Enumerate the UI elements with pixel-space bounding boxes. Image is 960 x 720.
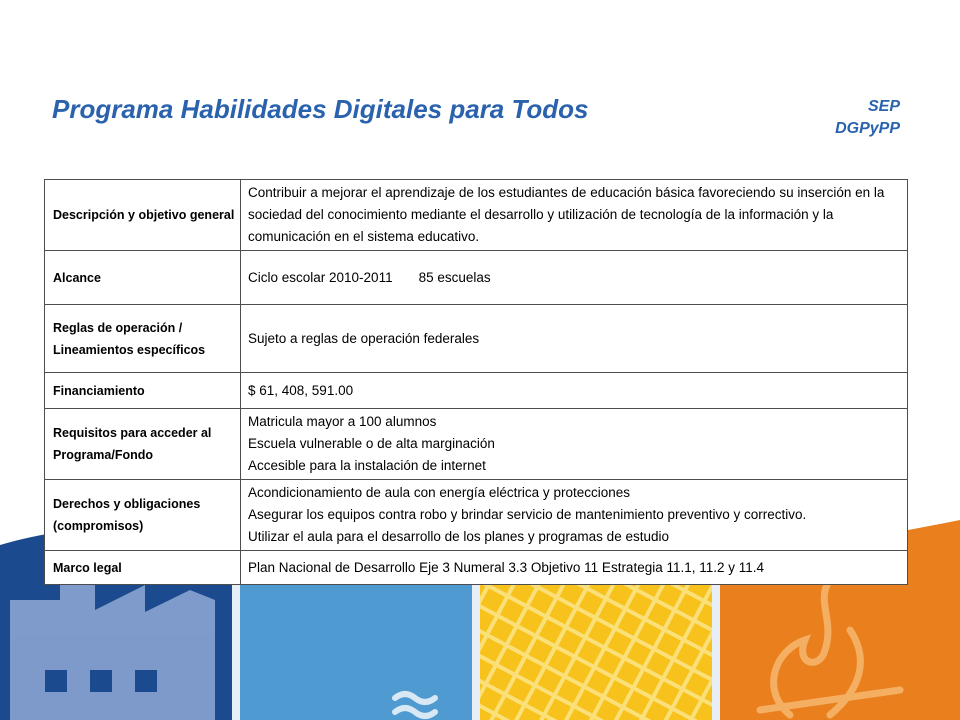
row-label: Reglas de operación / Lineamientos específicos: [45, 305, 241, 373]
row-value-schools: 85 escuelas: [418, 269, 491, 285]
row-value: [241, 251, 908, 305]
obligation-line: Asegurar los equipos contra robo y brindar servicio de mantenimiento preventivo y correctivo.: [248, 507, 807, 522]
obligation-line: Acondicionamiento de aula con energía eléctrica y protecciones: [248, 485, 630, 500]
row-label: Requisitos para acceder al Programa/Fondo: [45, 409, 241, 480]
requirement-line: Matricula mayor a 100 alumnos: [248, 414, 437, 429]
row-label: Marco legal: [45, 551, 241, 585]
requirement-line: Escuela vulnerable o de alta marginación: [248, 436, 495, 451]
row-value: $ 61, 408, 591.00: [241, 373, 908, 409]
row-label: Descripción y objetivo general: [45, 180, 241, 251]
table-row-derechos: [45, 480, 908, 551]
row-label: Derechos y obligaciones (compromisos): [45, 480, 241, 551]
org-line-sep: SEP: [867, 98, 900, 115]
table-row-alcance: [45, 251, 908, 305]
table-row-financiamiento: [45, 373, 908, 409]
row-value: Plan Nacional de Desarrollo Eje 3 Numeral 3.3 Objetivo 11 Estrategia 11.1, 11.2 y 11.4: [241, 551, 908, 585]
page-title: Programa Habilidades Digitales para Todos: [52, 94, 589, 124]
table-row-reglas: [45, 305, 908, 373]
requirement-line: Accesible para la instalación de internet: [248, 458, 486, 473]
table-row-marco-legal: [45, 551, 908, 585]
row-value: [241, 409, 908, 480]
row-value: Contribuir a mejorar el aprendizaje de los estudiantes de educación básica favoreciendo su inserción en la sociedad del conocimiento mediante el desarrollo y utilización de tecnología de la información y la comunicación en el sistema educativo.: [241, 180, 908, 251]
program-info-table: [44, 179, 908, 585]
row-value-cycle: Ciclo escolar 2010-2011: [248, 269, 393, 285]
row-label: Financiamiento: [45, 373, 241, 409]
row-label: Alcance: [45, 251, 241, 305]
obligation-line: Utilizar el aula para el desarrollo de los planes y programas de estudio: [248, 529, 669, 544]
organization-label: [835, 96, 900, 140]
row-value: Sujeto a reglas de operación federales: [241, 305, 908, 373]
row-value: [241, 480, 908, 551]
org-line-dgpypp: DGPyPP: [835, 120, 900, 137]
table-row-requisitos: [45, 409, 908, 480]
table-row-descripcion: [45, 180, 908, 251]
